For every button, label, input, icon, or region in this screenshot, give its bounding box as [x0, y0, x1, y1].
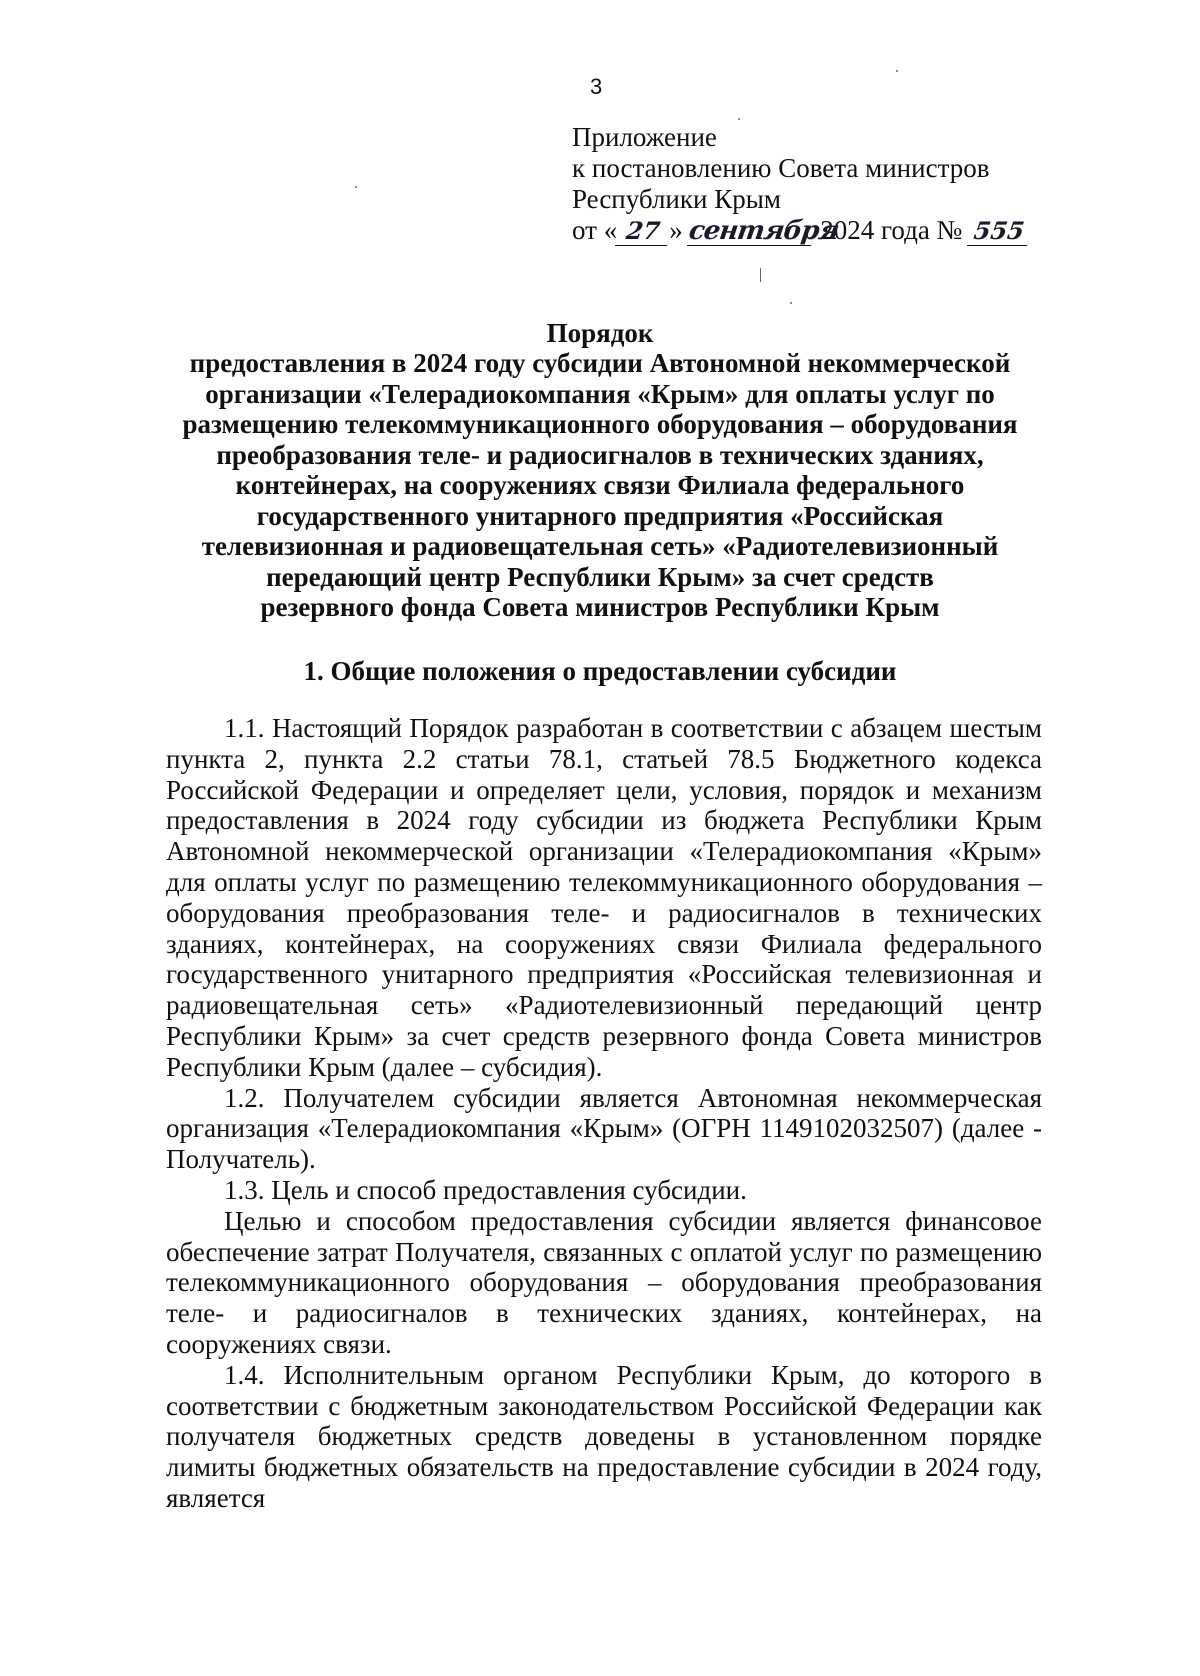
- handwritten-month: сентября: [687, 216, 841, 246]
- appendix-date-line: [572, 215, 1029, 246]
- appendix-resolution-line: к постановлению Совета министров: [572, 153, 990, 183]
- date-year-label: 2024 года №: [820, 215, 963, 245]
- subtitle-line: телевизионная и радиовещательная сеть» «Радиотелевизионный: [201, 531, 999, 561]
- appendix-republic-line: Республики Крым: [572, 184, 781, 214]
- appendix-block: [572, 122, 1029, 246]
- subtitle-line: организации «Телерадиокомпания «Крым» для оплаты услуг по: [205, 378, 995, 409]
- scan-speck: [738, 118, 740, 120]
- subtitle-line: государственного унитарного предприятия «Российская: [256, 500, 944, 531]
- subtitle-line: преобразования теле- и радиосигналов в технических зданиях,: [216, 439, 984, 470]
- scan-stroke: [760, 268, 761, 282]
- page-number: 3: [590, 74, 603, 99]
- subtitle-line: предоставления в 2024 году субсидии Автономной некоммерческой: [189, 348, 1011, 378]
- document-subtitle: [150, 348, 1050, 623]
- handwritten-document-number: 555: [967, 217, 1031, 246]
- document-body: [166, 713, 1042, 1514]
- paragraph-1-3: 1.3. Цель и способ предоставления субсидии.: [224, 1174, 747, 1205]
- subtitle-line: передающий центр Республики Крым» за счет средств: [266, 561, 934, 592]
- subtitle-line: размещению телекоммуникационного оборудования – оборудования: [182, 409, 1018, 439]
- section-heading: 1. Общие положения о предоставлении субсидии: [303, 656, 897, 686]
- scan-speck: [355, 186, 357, 188]
- paragraph-1-3-text: Целью и способом предоставления субсидии является финансовое обеспечение затрат Получателя, связанных с оплатой услуг по размещению телекоммуникационного оборудования – оборудования преобразования теле- и радиосигналов в технических зданиях, контейнерах, на сооружениях связи.: [166, 1205, 1042, 1359]
- subtitle-line: резервного фонда Совета министров Республики Крым: [260, 592, 940, 622]
- appendix-title: Приложение: [572, 122, 717, 152]
- document-title: Порядок: [546, 318, 654, 348]
- date-prefix: от «: [572, 215, 618, 245]
- paragraph-1-4: 1.4. Исполнительным органом Республики Крым, до которого в соответствии с бюджетным законодательством Российской Федерации как получателя бюджетных средств доведены в установленном порядке лимиты бюджетных обязательств на предоставление субсидии в 2024 году, является: [166, 1359, 1042, 1513]
- scan-speck: [790, 302, 792, 304]
- date-mid: »: [669, 215, 683, 245]
- handwritten-day: 27: [615, 217, 671, 246]
- subtitle-line: контейнерах, на сооружениях связи Филиала федерального: [235, 470, 965, 500]
- paragraph-1-2: 1.2. Получателем субсидии является Автономная некоммерческая организация «Телерадиокомпания «Крым» (ОГРН 1149102032507) (далее - Получатель).: [166, 1082, 1042, 1175]
- scan-speck: [896, 70, 898, 72]
- paragraph-1-1: 1.1. Настоящий Порядок разработан в соответствии с абзацем шестым пункта 2, пункта 2.2 статьи 78.1, статьей 78.5 Бюджетного кодекса Российской Федерации и определяет цели, условия, порядок и механизм предоставления в 2024 году субсидии из бюджета Республики Крым Автономной некоммерческой организации «Телерадиокомпания «Крым» для оплаты услуг по размещению телекоммуникационного оборудования – оборудования преобразования теле- и радиосигналов в технических зданиях, контейнерах, на сооружениях связи Филиала федерального государственного унитарного предприятия «Российская телевизионная и радиовещательная сеть» «Радиотелевизионный передающий центр Республики Крым» за счет средств резервного фонда Совета министров Республики Крым (далее – субсидия).: [166, 713, 1042, 1082]
